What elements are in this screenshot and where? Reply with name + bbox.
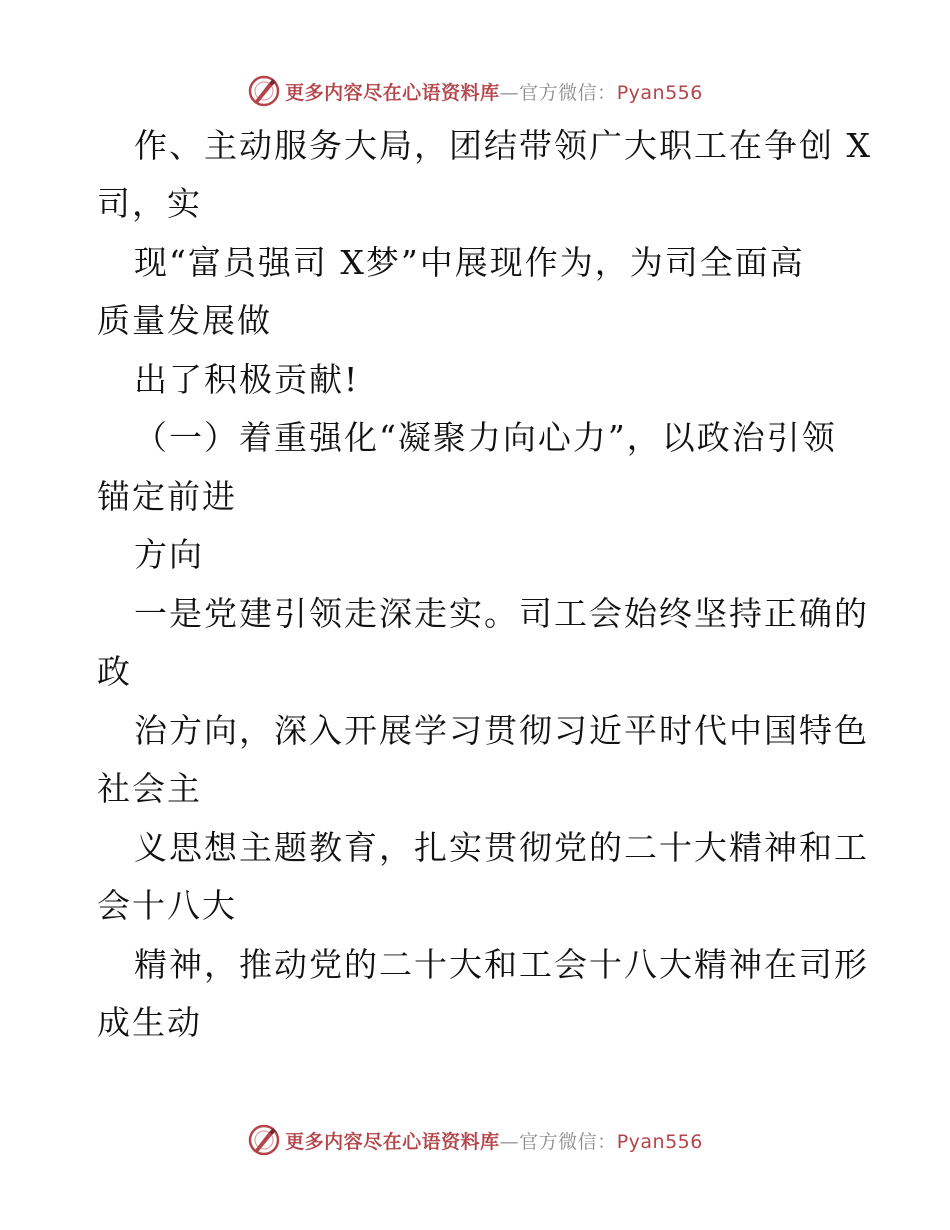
text-line: 成生动	[97, 1003, 202, 1042]
watermark-brand: 更多内容尽在心语资料库	[285, 81, 500, 104]
text-line: 质量发展做	[97, 301, 272, 340]
watermark-brand: 更多内容尽在心语资料库	[285, 1130, 500, 1153]
watermark-id: Pyan556	[616, 81, 703, 104]
pen-circle-logo-icon	[247, 1123, 281, 1157]
watermark-label: 官方微信：	[519, 81, 617, 104]
header-watermark	[0, 71, 950, 111]
text-line: 出了积极贡献!	[134, 360, 360, 399]
text-line: 锚定前进	[97, 477, 237, 516]
text-line: 政	[97, 652, 132, 691]
watermark-id: Pyan556	[616, 1130, 703, 1153]
text-line: 司，实	[97, 184, 202, 223]
text-line: 方向	[134, 535, 204, 574]
pen-circle-logo-icon	[247, 74, 281, 108]
text-line: 现“富员强司 X梦”中展现作为，为司全面高	[134, 243, 805, 282]
text-line: 义思想主题教育，扎实贯彻党的二十大精神和工	[134, 828, 869, 867]
text-line: 作、主动服务大局，团结带领广大职工在争创 X	[134, 126, 872, 165]
section-heading: （一）着重强化“凝聚力向心力”，以政治引领	[134, 418, 837, 457]
watermark-text	[285, 78, 703, 105]
text-line: 治方向，深入开展学习贯彻习近平时代中国特色	[134, 711, 869, 750]
text-line: 一是党建引领走深走实。司工会始终坚持正确的	[134, 594, 869, 633]
text-line: 精神，推动党的二十大和工会十八大精神在司形	[134, 945, 869, 984]
watermark-dash: —	[499, 81, 520, 104]
footer-watermark	[0, 1120, 950, 1160]
watermark-label: 官方微信：	[519, 1130, 617, 1153]
watermark-dash: —	[499, 1130, 520, 1153]
text-line: 会十八大	[97, 886, 237, 925]
text-line: 社会主	[97, 769, 202, 808]
watermark-text	[285, 1127, 703, 1154]
